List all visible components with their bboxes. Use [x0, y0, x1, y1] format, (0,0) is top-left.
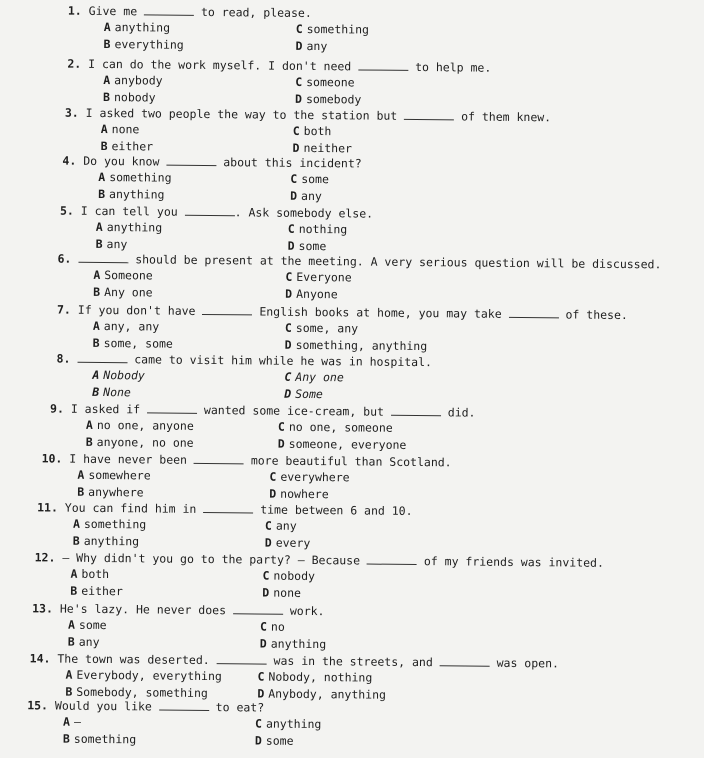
option-letter: B — [104, 36, 111, 50]
question-text: came to visit him while he was in hospital. — [127, 352, 432, 369]
option-a[interactable] — [93, 267, 285, 285]
option-text: anything — [107, 220, 163, 235]
option-text: Some — [295, 386, 323, 400]
option-letter: D — [295, 91, 302, 105]
option-letter: A — [73, 517, 80, 531]
option-text: Nobody, nothing — [268, 670, 372, 685]
question-text: was in the streets, and — [267, 654, 440, 670]
option-a[interactable] — [101, 121, 293, 139]
option-d[interactable] — [295, 37, 535, 56]
option-a[interactable] — [104, 19, 296, 37]
option-b[interactable] — [63, 730, 255, 748]
question — [57, 251, 681, 306]
answer-options — [86, 417, 680, 456]
answer-blank[interactable] — [194, 453, 244, 464]
option-letter: D — [284, 386, 291, 400]
option-letter: D — [290, 188, 297, 202]
option-text: nowhere — [280, 486, 329, 500]
option-text: any — [301, 188, 322, 202]
option-text: somewhere — [88, 468, 150, 483]
question-text: time between 6 and 10. — [253, 502, 412, 518]
answer-blank[interactable] — [217, 653, 267, 664]
question-text: If you don't have — [78, 303, 203, 318]
option-a[interactable] — [92, 367, 284, 385]
option-d[interactable] — [278, 435, 518, 454]
question-text: — Why didn't you go to the party? — Because — [62, 551, 367, 568]
question — [56, 351, 680, 406]
answer-blank[interactable] — [144, 4, 194, 15]
answer-blank[interactable] — [203, 502, 253, 513]
option-letter: A — [101, 122, 108, 136]
answer-blank[interactable] — [147, 402, 197, 413]
option-text: Any one — [295, 370, 344, 384]
option-letter: A — [98, 170, 105, 184]
option-text: some — [299, 238, 327, 252]
option-text: either — [111, 139, 153, 153]
option-text: somebody — [306, 91, 362, 106]
option-b[interactable] — [86, 433, 278, 451]
answer-options — [104, 19, 684, 58]
option-text: any, any — [104, 319, 160, 334]
option-text: Somebody, something — [76, 684, 208, 699]
option-text: neither — [303, 140, 352, 154]
option-letter: A — [104, 20, 111, 34]
option-text: every — [276, 535, 311, 549]
question — [62, 153, 682, 208]
answer-options — [92, 367, 680, 406]
option-text: no one, someone — [289, 420, 393, 435]
option-text: someone — [306, 75, 355, 89]
option-text: Everyone — [296, 270, 352, 285]
question-number: 8. — [56, 352, 70, 366]
option-text: any — [79, 634, 100, 648]
question — [34, 549, 678, 604]
question-number: 1. — [68, 4, 82, 18]
option-letter: B — [65, 684, 72, 698]
option-b[interactable] — [68, 633, 260, 651]
option-letter: D — [278, 436, 285, 450]
option-a[interactable] — [93, 318, 285, 336]
option-text: None — [103, 385, 131, 399]
option-letter: D — [293, 140, 300, 154]
answer-blank[interactable] — [391, 405, 441, 416]
option-text: anything — [115, 20, 171, 35]
answer-blank[interactable] — [159, 700, 209, 711]
option-letter: B — [63, 731, 70, 745]
answer-options — [63, 714, 677, 753]
question-text: I asked two people the way to the station but — [86, 106, 405, 123]
option-text: Everybody, everything — [76, 668, 222, 683]
question — [32, 600, 678, 655]
option-a[interactable] — [103, 72, 295, 90]
option-letter: B — [101, 138, 108, 152]
option-a[interactable] — [98, 169, 290, 187]
option-a[interactable] — [70, 566, 262, 584]
question-text: Do you know — [83, 154, 166, 169]
option-text: something — [109, 170, 171, 185]
option-letter: B — [103, 89, 110, 103]
option-text: someone, everyone — [289, 436, 407, 451]
question — [65, 105, 683, 160]
question — [37, 499, 679, 554]
option-letter: A — [70, 567, 77, 581]
option-text: no one, anyone — [97, 418, 194, 433]
option-letter: C — [265, 519, 272, 533]
option-letter: D — [296, 38, 303, 52]
answer-blank[interactable] — [367, 554, 417, 565]
option-letter: A — [65, 668, 72, 682]
option-letter: A — [93, 319, 100, 333]
question-number: 11. — [37, 500, 58, 514]
question-number: 13. — [32, 601, 53, 615]
option-letter: D — [265, 535, 272, 549]
option-b[interactable] — [93, 334, 285, 352]
question-text: of my friends was invited. — [417, 554, 604, 570]
option-text: some — [266, 733, 294, 747]
question-number: 5. — [60, 204, 74, 218]
option-letter: A — [86, 418, 93, 432]
question — [41, 450, 679, 505]
option-a[interactable] — [63, 714, 255, 732]
option-letter: D — [285, 286, 292, 300]
question-text: I asked if — [71, 402, 147, 417]
question — [60, 203, 682, 258]
option-a[interactable] — [96, 219, 288, 237]
answer-options — [68, 617, 678, 656]
question-number: 14. — [30, 651, 51, 665]
question-text: wanted some ice-cream, but — [197, 403, 391, 419]
question — [57, 302, 681, 357]
option-text: any — [306, 38, 327, 52]
option-letter: A — [92, 368, 99, 382]
option-text: anything — [84, 533, 140, 548]
option-text: some — [301, 172, 329, 186]
option-text: some, some — [104, 336, 173, 351]
answer-options — [103, 72, 683, 111]
question-number: 7. — [57, 303, 71, 317]
answer-options — [98, 169, 682, 208]
question-text: to help me. — [408, 60, 491, 75]
option-text: nobody — [273, 569, 315, 583]
option-a[interactable] — [86, 417, 278, 435]
option-letter: A — [96, 220, 103, 234]
option-text: anyone, no one — [97, 434, 194, 449]
question-number: 3. — [65, 106, 79, 120]
option-b[interactable] — [70, 582, 262, 600]
option-b[interactable] — [98, 185, 290, 203]
question-text: I have never been — [69, 452, 194, 467]
option-letter: D — [288, 238, 295, 252]
option-text: anything — [271, 636, 327, 651]
option-letter: B — [93, 335, 100, 349]
answer-blank[interactable] — [77, 352, 127, 363]
question — [27, 697, 677, 752]
option-letter: A — [103, 73, 110, 87]
question-text: of these. — [559, 307, 628, 322]
option-letter: B — [73, 533, 80, 547]
option-text: both — [304, 124, 332, 138]
question-text: The town was deserted. — [57, 652, 216, 668]
option-text: anywhere — [88, 484, 144, 499]
answer-blank[interactable] — [185, 205, 235, 216]
question-text: I can tell you — [81, 204, 185, 219]
option-text: anything — [266, 717, 322, 732]
option-letter: D — [285, 337, 292, 351]
option-text: everything — [114, 37, 183, 52]
option-letter: C — [269, 470, 276, 484]
option-letter: C — [257, 670, 264, 684]
option-b[interactable] — [77, 483, 269, 501]
option-d[interactable] — [260, 635, 500, 654]
question-text: of them knew. — [454, 109, 551, 124]
option-text: some — [79, 618, 107, 632]
question-text: He's lazy. He never does — [60, 602, 233, 618]
option-a[interactable] — [65, 667, 257, 685]
option-letter: D — [269, 486, 276, 500]
question-number: 9. — [50, 401, 64, 415]
option-letter: C — [296, 22, 303, 36]
option-text: Anybody, anything — [268, 686, 386, 701]
option-letter: B — [96, 236, 103, 250]
option-text: none — [273, 585, 301, 599]
question-number: 2. — [67, 57, 81, 71]
option-text: either — [81, 583, 123, 597]
option-letter: B — [77, 484, 84, 498]
option-letter: D — [262, 585, 269, 599]
option-letter: B — [93, 284, 100, 298]
answer-blank[interactable] — [440, 655, 490, 666]
option-letter: C — [260, 620, 267, 634]
option-text: Someone — [104, 268, 153, 282]
option-d[interactable] — [262, 584, 502, 603]
option-letter: C — [295, 75, 302, 89]
option-letter: A — [77, 468, 84, 482]
option-letter: C — [278, 420, 285, 434]
option-letter: A — [63, 715, 70, 729]
question-text: was open. — [490, 656, 559, 671]
option-d[interactable] — [255, 732, 495, 751]
option-letter: C — [288, 222, 295, 236]
option-text: anybody — [114, 73, 163, 87]
option-letter: D — [255, 733, 262, 747]
option-text: both — [81, 567, 109, 581]
answer-blank[interactable] — [78, 252, 128, 263]
option-b[interactable] — [103, 88, 295, 106]
option-text: something — [74, 731, 136, 746]
question — [68, 3, 684, 58]
option-text: something — [307, 22, 369, 37]
question-text: English books at home, you may take — [252, 304, 508, 320]
question — [50, 400, 680, 455]
option-b[interactable] — [104, 35, 296, 53]
option-text: anything — [109, 187, 165, 202]
question-text: should be present at the meeting. A very serious question will be discussed. — [128, 252, 661, 271]
option-letter: C — [293, 124, 300, 138]
option-letter: B — [68, 634, 75, 648]
question-text: to read, please. — [194, 5, 312, 20]
option-text: something — [84, 517, 146, 532]
option-d[interactable] — [265, 534, 505, 553]
option-letter: C — [284, 370, 291, 384]
option-text: any — [276, 519, 297, 533]
question-text: to eat? — [209, 700, 265, 715]
option-text: Nobody — [103, 368, 145, 382]
question-number: 6. — [57, 252, 71, 266]
option-letter: C — [285, 270, 292, 284]
option-letter: D — [260, 636, 267, 650]
question-number: 15. — [27, 698, 48, 712]
question-text: . Ask somebody else. — [235, 205, 374, 220]
option-letter: B — [98, 186, 105, 200]
option-text: everywhere — [280, 470, 349, 485]
option-text: any — [107, 237, 128, 251]
option-letter: C — [255, 716, 262, 730]
option-text: none — [112, 122, 140, 136]
question — [67, 56, 683, 111]
question-number: 10. — [42, 451, 63, 465]
question-number: 12. — [35, 550, 56, 564]
answer-options — [93, 318, 681, 357]
option-text: — — [74, 715, 81, 729]
option-d[interactable] — [285, 285, 525, 304]
answer-blank[interactable] — [358, 59, 408, 70]
question-text: You can find him in — [65, 501, 204, 516]
option-letter: B — [86, 434, 93, 448]
option-letter: B — [70, 583, 77, 597]
option-b[interactable] — [92, 383, 284, 401]
option-letter: C — [285, 321, 292, 335]
question-text: work. — [283, 604, 325, 618]
answer-blank[interactable] — [233, 603, 283, 614]
question-text: Give me — [89, 4, 145, 19]
option-text: some, any — [296, 321, 358, 336]
option-a[interactable] — [68, 617, 260, 635]
answer-options — [93, 267, 681, 306]
option-letter: A — [93, 268, 100, 282]
option-text: Anyone — [296, 286, 338, 300]
option-d[interactable] — [290, 187, 530, 206]
option-text: no — [271, 620, 285, 634]
answer-blank[interactable] — [509, 307, 559, 318]
answer-options — [73, 516, 679, 555]
question-text: more beautiful than Scotland. — [244, 453, 452, 469]
option-a[interactable] — [73, 516, 265, 534]
option-letter: C — [262, 569, 269, 583]
answer-blank[interactable] — [404, 109, 454, 120]
option-b[interactable] — [93, 283, 285, 301]
answer-options — [70, 566, 678, 605]
option-letter: A — [68, 618, 75, 632]
question-text: did. — [441, 405, 476, 419]
option-text: something, anything — [296, 337, 428, 352]
question-text: about this incident? — [216, 155, 362, 170]
question-number: 4. — [62, 154, 76, 168]
option-text: nothing — [299, 222, 348, 236]
option-d[interactable] — [284, 385, 524, 404]
answer-blank[interactable] — [202, 304, 252, 315]
option-letter: C — [290, 172, 297, 186]
option-letter: D — [257, 686, 264, 700]
option-letter: B — [92, 384, 99, 398]
answer-blank[interactable] — [166, 155, 216, 166]
question-text: I can do the work myself. I don't need — [88, 57, 358, 74]
option-a[interactable] — [77, 467, 269, 485]
option-text: nobody — [114, 90, 156, 104]
option-b[interactable] — [73, 532, 265, 550]
option-text: Any one — [104, 285, 153, 299]
question-text: Would you like — [55, 699, 159, 714]
